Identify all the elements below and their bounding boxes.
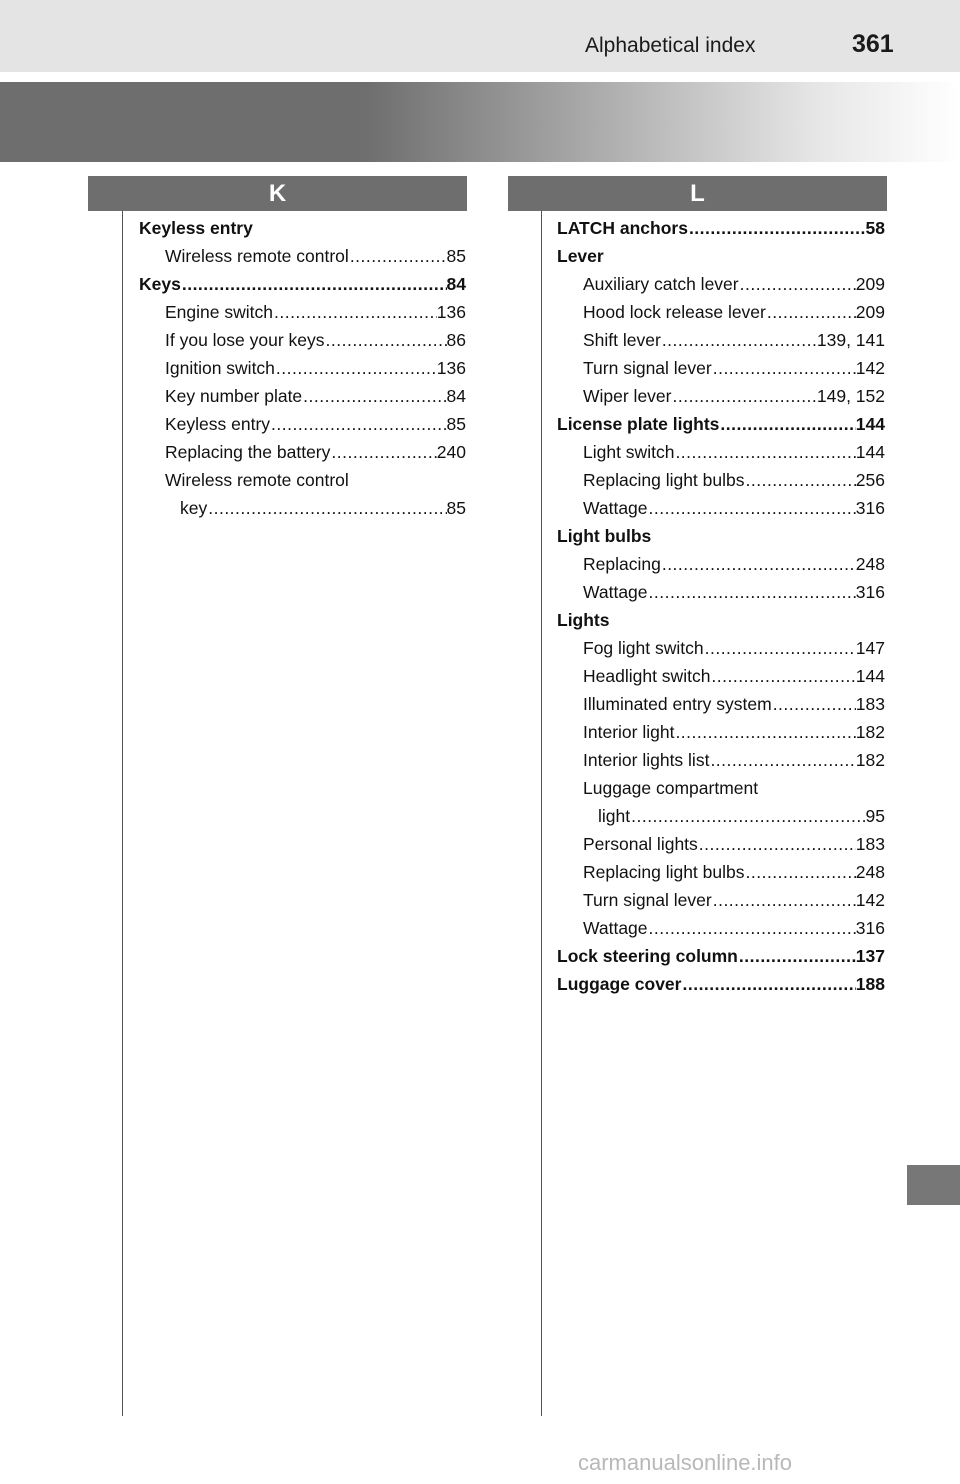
header-banner [0, 82, 960, 162]
index-entry: Wireless remote control ..... 85 [139, 242, 466, 270]
index-entry: Wireless remote control [165, 470, 349, 490]
index-entry: Lights [557, 610, 610, 630]
index-entry: Luggage compartment [583, 778, 759, 798]
index-entry: Wattage ..... 316 [557, 578, 885, 606]
index-entry: Replacing light bulbs ..... 256 [557, 466, 885, 494]
watermark: carmanualsonline.info [578, 1450, 793, 1475]
index-entry: Hood lock release lever ..... 209 [557, 298, 885, 326]
index-entry: Illuminated entry system ..... 183 [557, 690, 885, 718]
index-entry: Headlight switch ..... 144 [557, 662, 885, 690]
index-entry: Keyless entry [139, 218, 253, 238]
index-entry: Auxiliary catch lever ..... 209 [557, 270, 885, 298]
index-entry: Key number plate ..... 84 [139, 382, 466, 410]
index-entry: Interior lights list ..... 182 [557, 746, 885, 774]
chapter-tab [907, 1165, 960, 1205]
index-entry: Wiper lever ..... 149, 152 [557, 382, 885, 410]
index-entry: Wattage ..... 316 [557, 914, 885, 942]
index-list-k [139, 214, 466, 522]
index-entry: light ..... 95 [557, 802, 885, 830]
index-entry: Light bulbs [557, 526, 652, 546]
index-entry: Personal lights ..... 183 [557, 830, 885, 858]
index-entry: Keys ..... 84 [139, 270, 466, 298]
index-list-l [557, 214, 885, 998]
index-entry: Lock steering column ..... 137 [557, 942, 885, 970]
column-divider-l [541, 211, 542, 1416]
page-title: Alphabetical index [585, 34, 756, 57]
index-entry: Luggage cover ..... 188 [557, 970, 885, 998]
index-entry: Lever [557, 246, 604, 266]
index-entry: Light switch ..... 144 [557, 438, 885, 466]
index-entry: Interior light ..... 182 [557, 718, 885, 746]
index-entry: Replacing the battery ..... 240 [139, 438, 466, 466]
index-entry: LATCH anchors ..... 58 [557, 214, 885, 242]
header-bar [0, 0, 960, 72]
column-divider-k [122, 211, 123, 1416]
index-entry: Engine switch ..... 136 [139, 298, 466, 326]
index-entry: Turn signal lever ..... 142 [557, 886, 885, 914]
index-entry: If you lose your keys ..... 86 [139, 326, 466, 354]
index-entry: Turn signal lever ..... 142 [557, 354, 885, 382]
index-entry: Wattage ..... 316 [557, 494, 885, 522]
index-entry: License plate lights ..... 144 [557, 410, 885, 438]
section-header-k: K [88, 176, 467, 211]
index-entry: Keyless entry ..... 85 [139, 410, 466, 438]
index-entry: key ..... 85 [139, 494, 466, 522]
index-entry: Replacing light bulbs ..... 248 [557, 858, 885, 886]
page-number: 361 [852, 30, 894, 58]
index-entry: Replacing ..... 248 [557, 550, 885, 578]
index-entry: Ignition switch ..... 136 [139, 354, 466, 382]
index-entry: Shift lever ..... 139, 141 [557, 326, 885, 354]
section-header-l: L [508, 176, 887, 211]
index-entry: Fog light switch ..... 147 [557, 634, 885, 662]
